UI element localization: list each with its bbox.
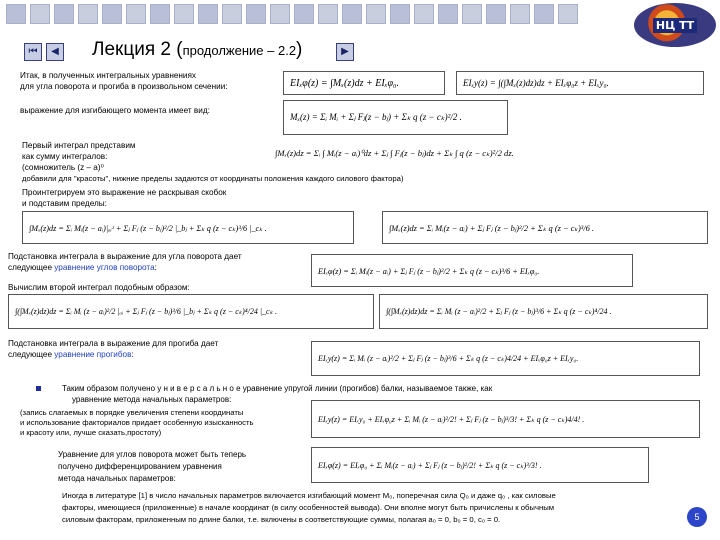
first-integral-line-2: как сумму интегралов:	[22, 152, 108, 161]
note-line-1: (запись слагаемых в порядке увеличения степени координаты	[20, 408, 244, 417]
formula-angle-integral: EIₓφ(z) = ∫Mₓ(z)dz + EIₓφ₀.	[283, 71, 445, 95]
substitution-angle-line-1: Подстановка интеграла в выражение для угла поворота дает	[8, 252, 242, 261]
bullet-icon	[36, 386, 41, 391]
universal-equation-line-2: уравнение метода начальных параметров:	[72, 395, 232, 404]
universal-equation-line-1: Таким образом получено у н и в е р с а л ь н о е уравнение упругой линии (прогибов) балки, называемое также, как	[62, 384, 493, 393]
first-integral-line-1: Первый интеграл представим	[22, 141, 136, 150]
formula-second-integral-limits: ∫(∫Mₓ(z)dz)dz = Σᵢ Mᵢ (z − aᵢ)²/2 |ₐᵢ + Σⱼ Fⱼ (z − bⱼ)³/6 |_bⱼ + Σₖ q (z − cₖ)⁴/24 |_cₖ .	[8, 294, 374, 329]
substitution-deflection-line-1: Подстановка интеграла в выражение для прогиба дает	[8, 339, 219, 348]
intro-line-1: Итак, в полученных интегральных уравнениях	[20, 71, 197, 80]
formula-limits: ∫Mₓ(z)dz = Σᵢ Mᵢ(z − aᵢ)|ₐᵢᶻ + Σⱼ Fⱼ (z − bⱼ)²/2 |_bⱼ + Σₖ q (z − cₖ)³/6 |_cₖ .	[22, 211, 354, 244]
formula-deflections: EIₓy(z) = Σᵢ Mᵢ (z − aᵢ)²/2 + Σⱼ Fⱼ (z − bⱼ)³/6 + Σₖ q (z − cₖ)4/24 + EIₓφ₀z + EIₓy₀.	[311, 341, 700, 376]
header-stripes	[0, 0, 600, 28]
formula-initial-parameters: EIₓy(z) = EIₓy₀ + EIₓφ₀z + Σᵢ Mᵢ (z − aᵢ)²/2! + Σⱼ Fⱼ (z − bⱼ)³/3! + Σₖ q (z − cₖ)4/4! .	[311, 400, 700, 438]
angle-equation-line-3: метода начальных параметров:	[58, 474, 176, 483]
integrate-line-1: Проинтегрируем это выражение не раскрывая скобок	[22, 188, 227, 197]
formula-angle-initial-parameters: EIₓφ(z) = EIₓφ₀ + Σᵢ Mᵢ(z − aᵢ) + Σⱼ Fⱼ (z − bⱼ)²/2! + Σₖ q (z − cₖ)³/3! .	[311, 447, 649, 483]
formula-rotation-angle: EIₓφ(z) = Σᵢ Mᵢ(z − aᵢ) + Σⱼ Fⱼ (z − bⱼ)²/2 + Σₖ q (z − cₖ)³/6 + EIₓφ₀.	[311, 254, 633, 287]
literature-line-3: силовым факторам, приложенным по длине балки, т.е. включены в соответствующие суммы, полагая a₀ = 0, b₀ = 0, c₀ = 0.	[62, 515, 501, 524]
next-slide-button[interactable]: ▶	[336, 43, 354, 61]
prev-slide-button[interactable]: ◀	[46, 43, 64, 61]
first-slide-button[interactable]: ⏮	[24, 43, 42, 61]
formula-first-integral-result: ∫Mₓ(z)dz = Σᵢ Mᵢ(z − aᵢ) + Σⱼ Fⱼ (z − bⱼ)²/2 + Σₖ q (z − cₖ)³/6 .	[382, 211, 708, 244]
substitution-angle-line-2: следующее уравнение углов поворота:	[8, 263, 157, 272]
integrate-line-2: и подставим пределы:	[22, 199, 107, 208]
formula-sum-of-integrals: ∫Mₓ(z)dz = Σᵢ ∫ Mᵢ(z − aᵢ)⁰dz + Σⱼ ∫ Fⱼ(z − bⱼ)dz + Σₖ ∫ q (z − cₖ)²/2 dz.	[275, 148, 514, 158]
logo: НЦ ТТ	[634, 3, 716, 47]
literature-line-1: Иногда в литературе [1] в число начальных параметров включается изгибающий момент M₀, поперечная сила Q₀ и даже q₀ , как силовые	[62, 491, 556, 500]
moment-expression-text: выражение для изгибающего момента имеет вид:	[20, 106, 210, 115]
formula-deflection-integral: EIₓy(z) = ∫(∫Mₓ(z)dz)dz + EIₓφ₀z + EIₓy₀.	[456, 71, 704, 95]
angle-equation-line-1: Уравнение для углов поворота может быть теперь	[58, 450, 247, 459]
formula-bending-moment: Mₓ(z) = Σᵢ Mᵢ + Σⱼ Fⱼ(z − bⱼ) + Σₖ q (z − cₖ)²/2 .	[283, 100, 508, 135]
page-title: Лекция 2 (продолжение – 2.2)	[92, 39, 303, 60]
note-line-2: и использование факториалов придает особенную изысканность	[20, 418, 254, 427]
formula-second-integral-result: ∫(∫Mₓ(z)dz)dz = Σᵢ Mᵢ (z − aᵢ)²/2 + Σⱼ Fⱼ (z − bⱼ)³/6 + Σₖ q (z − cₖ)⁴/24 .	[379, 294, 708, 329]
first-integral-line-4: добавили для "красоты", нижние пределы задаются от координаты положения каждого силового фактора)	[22, 174, 404, 183]
angle-equation-line-2: получено дифференцированием уравнения	[58, 462, 222, 471]
literature-line-2: факторы, имеющиеся (приложенные) в начале координат (в силу особенностей вывода). Они вполне могут быть причислены к обычным	[62, 503, 555, 512]
substitution-deflection-line-2: следующее уравнение прогибов:	[8, 350, 134, 359]
page-number-badge: 5	[687, 507, 707, 527]
first-integral-line-3: (сомножитель (z – a)⁰	[22, 163, 104, 172]
intro-line-2: для угла поворота и прогиба в произвольном сечении:	[20, 82, 228, 91]
note-line-3: и красоту или, лучше сказать,простоту)	[20, 428, 162, 437]
second-integral-text: Вычислим второй интеграл подобным образом:	[8, 283, 190, 292]
